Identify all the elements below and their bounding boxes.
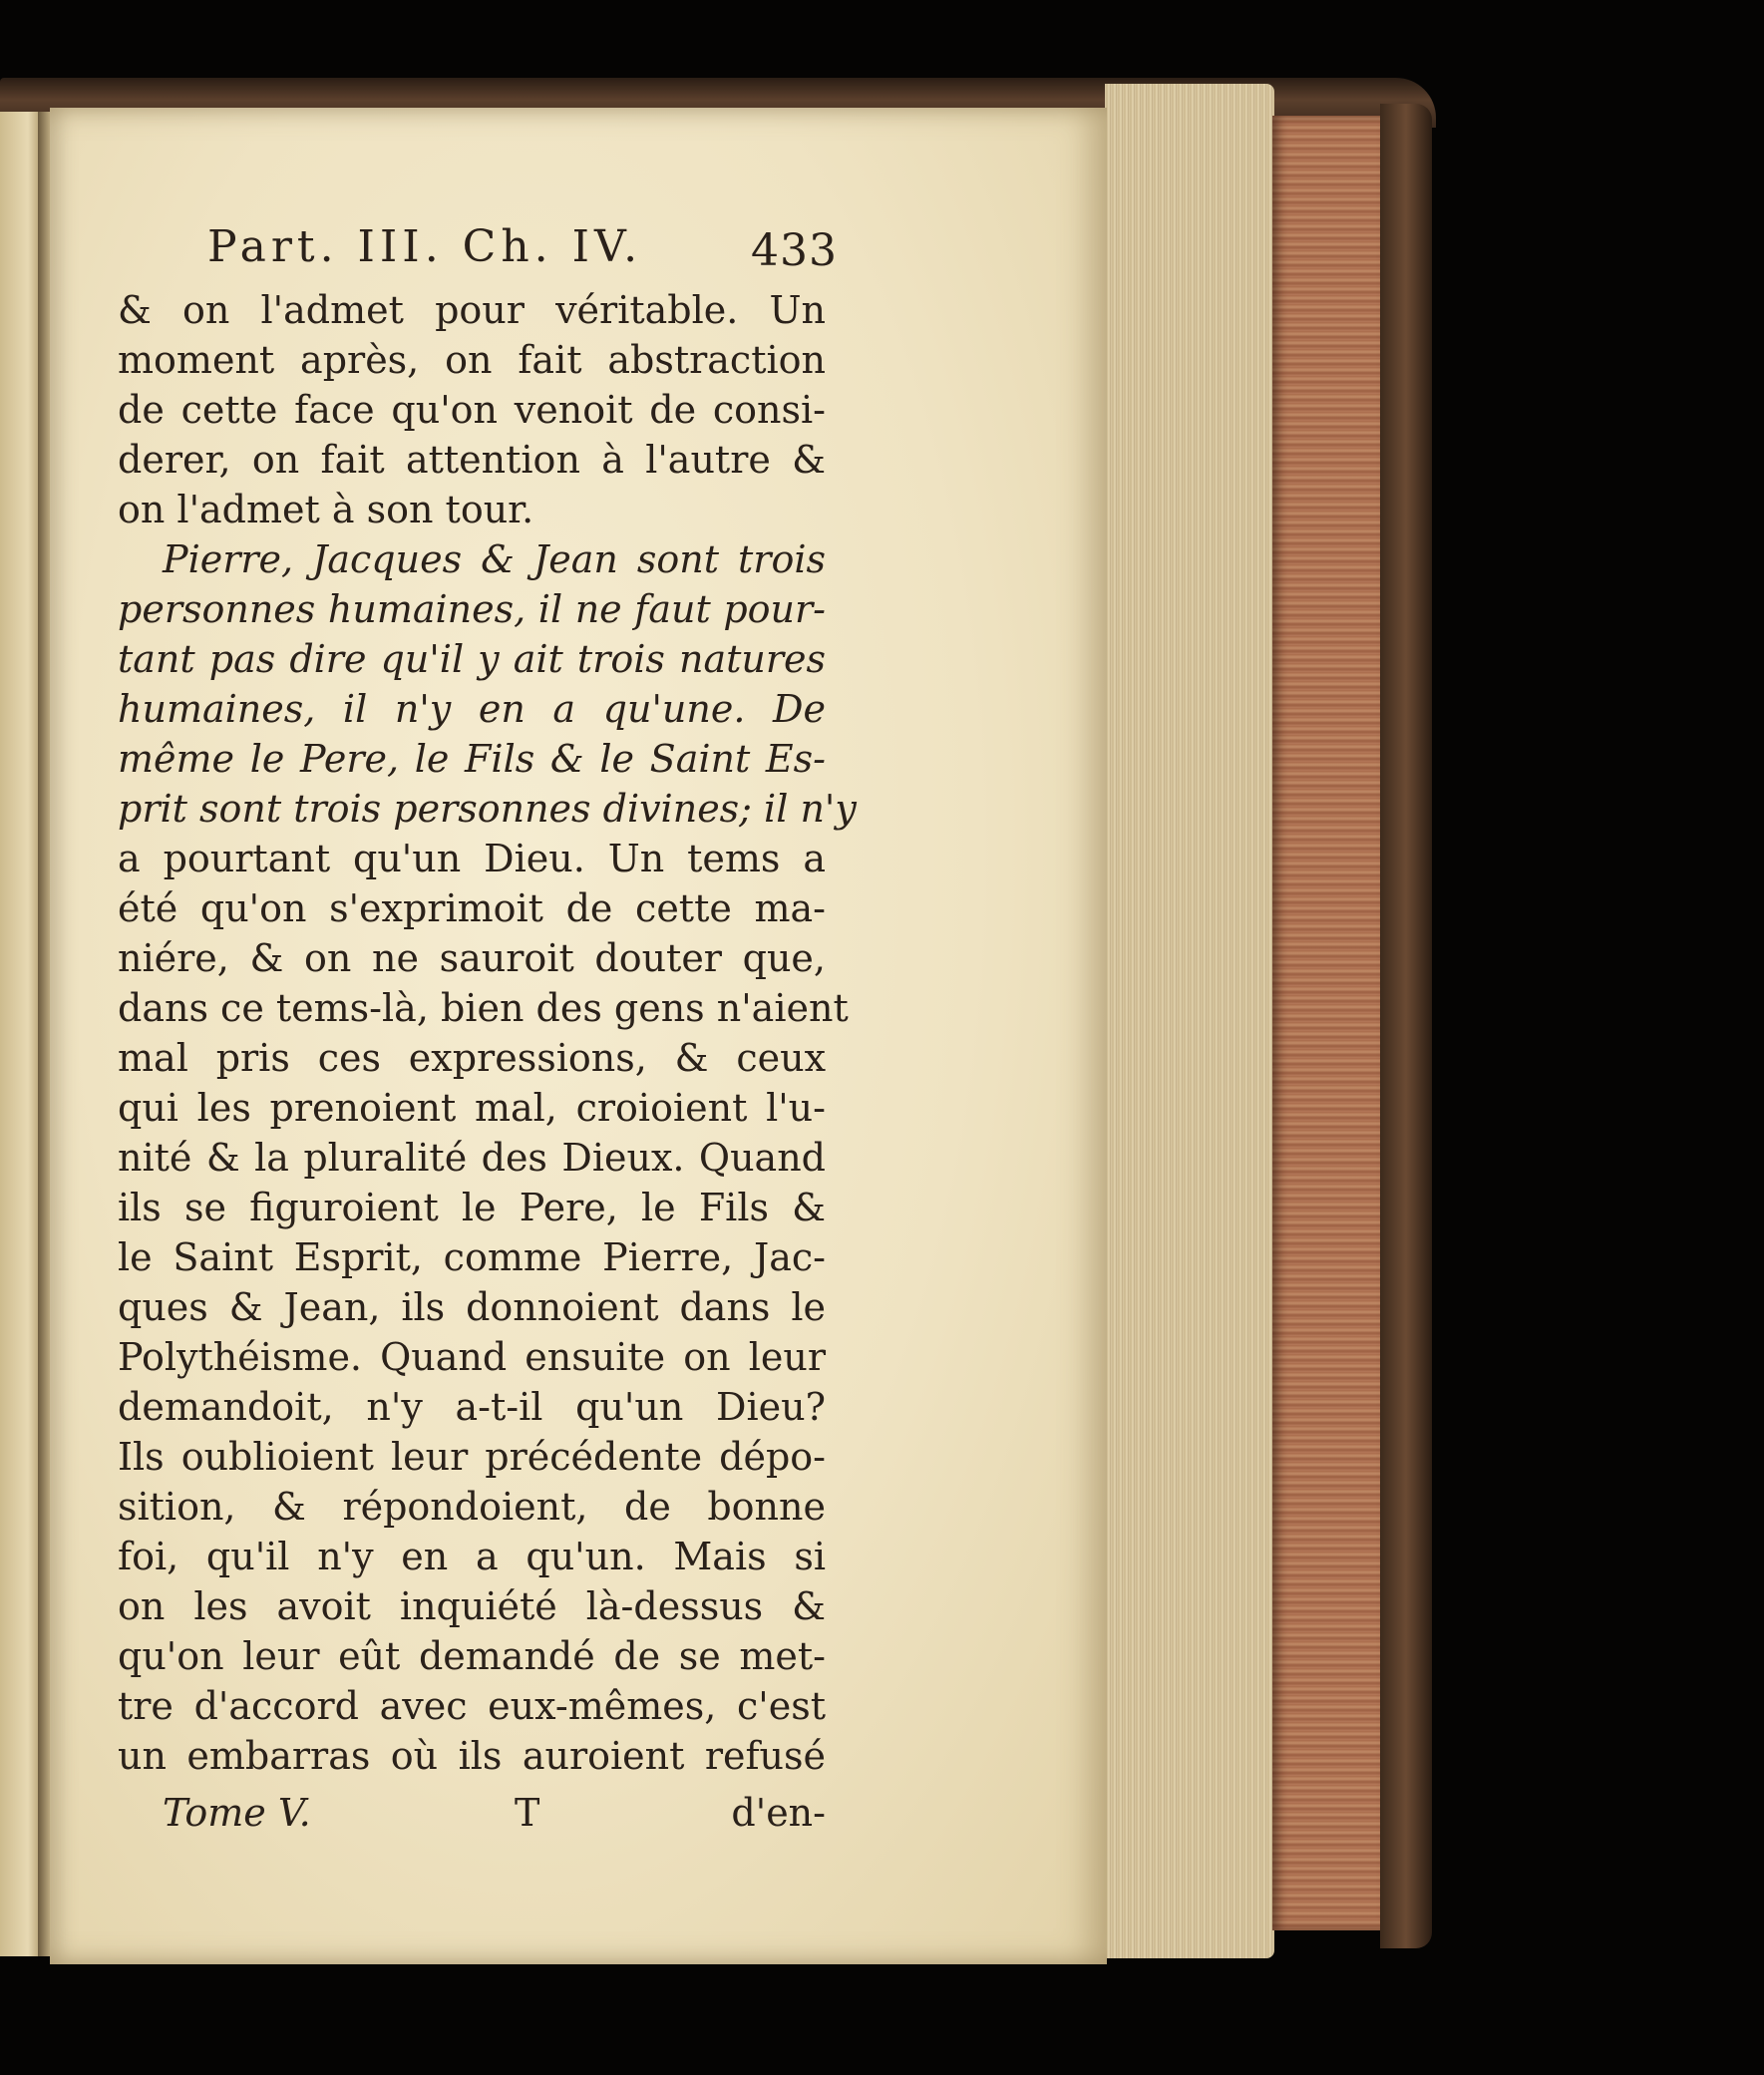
body-line: de cette face qu'on venoit de consi-	[118, 388, 826, 432]
body-line: & on l'admet pour véritable. Un	[118, 288, 826, 332]
facing-page-edge	[0, 112, 40, 1956]
page-header	[118, 221, 838, 285]
book-cover-edge	[1380, 104, 1432, 1948]
body-line: Ils oublioient leur précédente dépo-	[118, 1435, 826, 1479]
body-line: même le Pere, le Fils & le Saint Es-	[118, 737, 826, 781]
body-line: a pourtant qu'un Dieu. Un tems a	[118, 837, 826, 880]
body-line: foi, qu'il n'y en a qu'un. Mais si	[118, 1535, 826, 1578]
body-line: derer, on fait attention à l'autre &	[118, 438, 826, 482]
body-line: tre d'accord avec eux-mêmes, c'est	[118, 1684, 826, 1728]
body-line: le Saint Esprit, comme Pierre, Jac-	[118, 1235, 826, 1279]
sprinkled-fore-edge	[1272, 116, 1382, 1930]
body-line: demandoit, n'y a-t-il qu'un Dieu?	[118, 1385, 826, 1429]
text-block	[118, 221, 857, 1851]
page-block-edges	[1105, 84, 1274, 1958]
page-footer	[118, 1791, 826, 1851]
body-line: tant pas dire qu'il y ait trois natures	[118, 637, 826, 681]
body-line: Pierre, Jacques & Jean sont trois	[163, 537, 826, 581]
body-line: personnes humaines, il ne faut pour-	[118, 587, 826, 631]
body-line: nité & la pluralité des Dieux. Quand	[118, 1136, 826, 1180]
body-line: un embarras où ils auroient refusé	[118, 1734, 826, 1778]
volume-label: Tome V.	[163, 1791, 311, 1835]
body-line: moment après, on fait abstraction	[118, 338, 826, 382]
page-number: 433	[751, 225, 838, 276]
running-head: Part. III. Ch. IV.	[207, 221, 643, 272]
body-line: prit sont trois personnes divines; il n'y	[118, 787, 857, 831]
body-line: Polythéisme. Quand ensuite on leur	[118, 1335, 826, 1379]
body-line: on les avoit inquiété là-dessus &	[118, 1584, 826, 1628]
body-line: été qu'on s'exprimoit de cette ma-	[118, 886, 826, 930]
body-line: humaines, il n'y en a qu'une. De	[118, 687, 826, 731]
body-line: sition, & répondoient, de bonne	[118, 1485, 826, 1529]
body-line: niére, & on ne sauroit douter que,	[118, 936, 826, 980]
body-line: on l'admet à son tour.	[118, 488, 534, 531]
catchword: d'en-	[731, 1791, 826, 1835]
signature-mark: T	[515, 1791, 540, 1835]
body-line: dans ce tems-là, bien des gens n'aient	[118, 986, 849, 1030]
body-line: ques & Jean, ils donnoient dans le	[118, 1285, 826, 1329]
body-line: qui les prenoient mal, croioient l'u-	[118, 1086, 826, 1130]
body-line: mal pris ces expressions, & ceux	[118, 1036, 826, 1080]
body-line: ils se figuroient le Pere, le Fils &	[118, 1186, 826, 1229]
body-line: qu'on leur eût demandé de se met-	[118, 1634, 826, 1678]
